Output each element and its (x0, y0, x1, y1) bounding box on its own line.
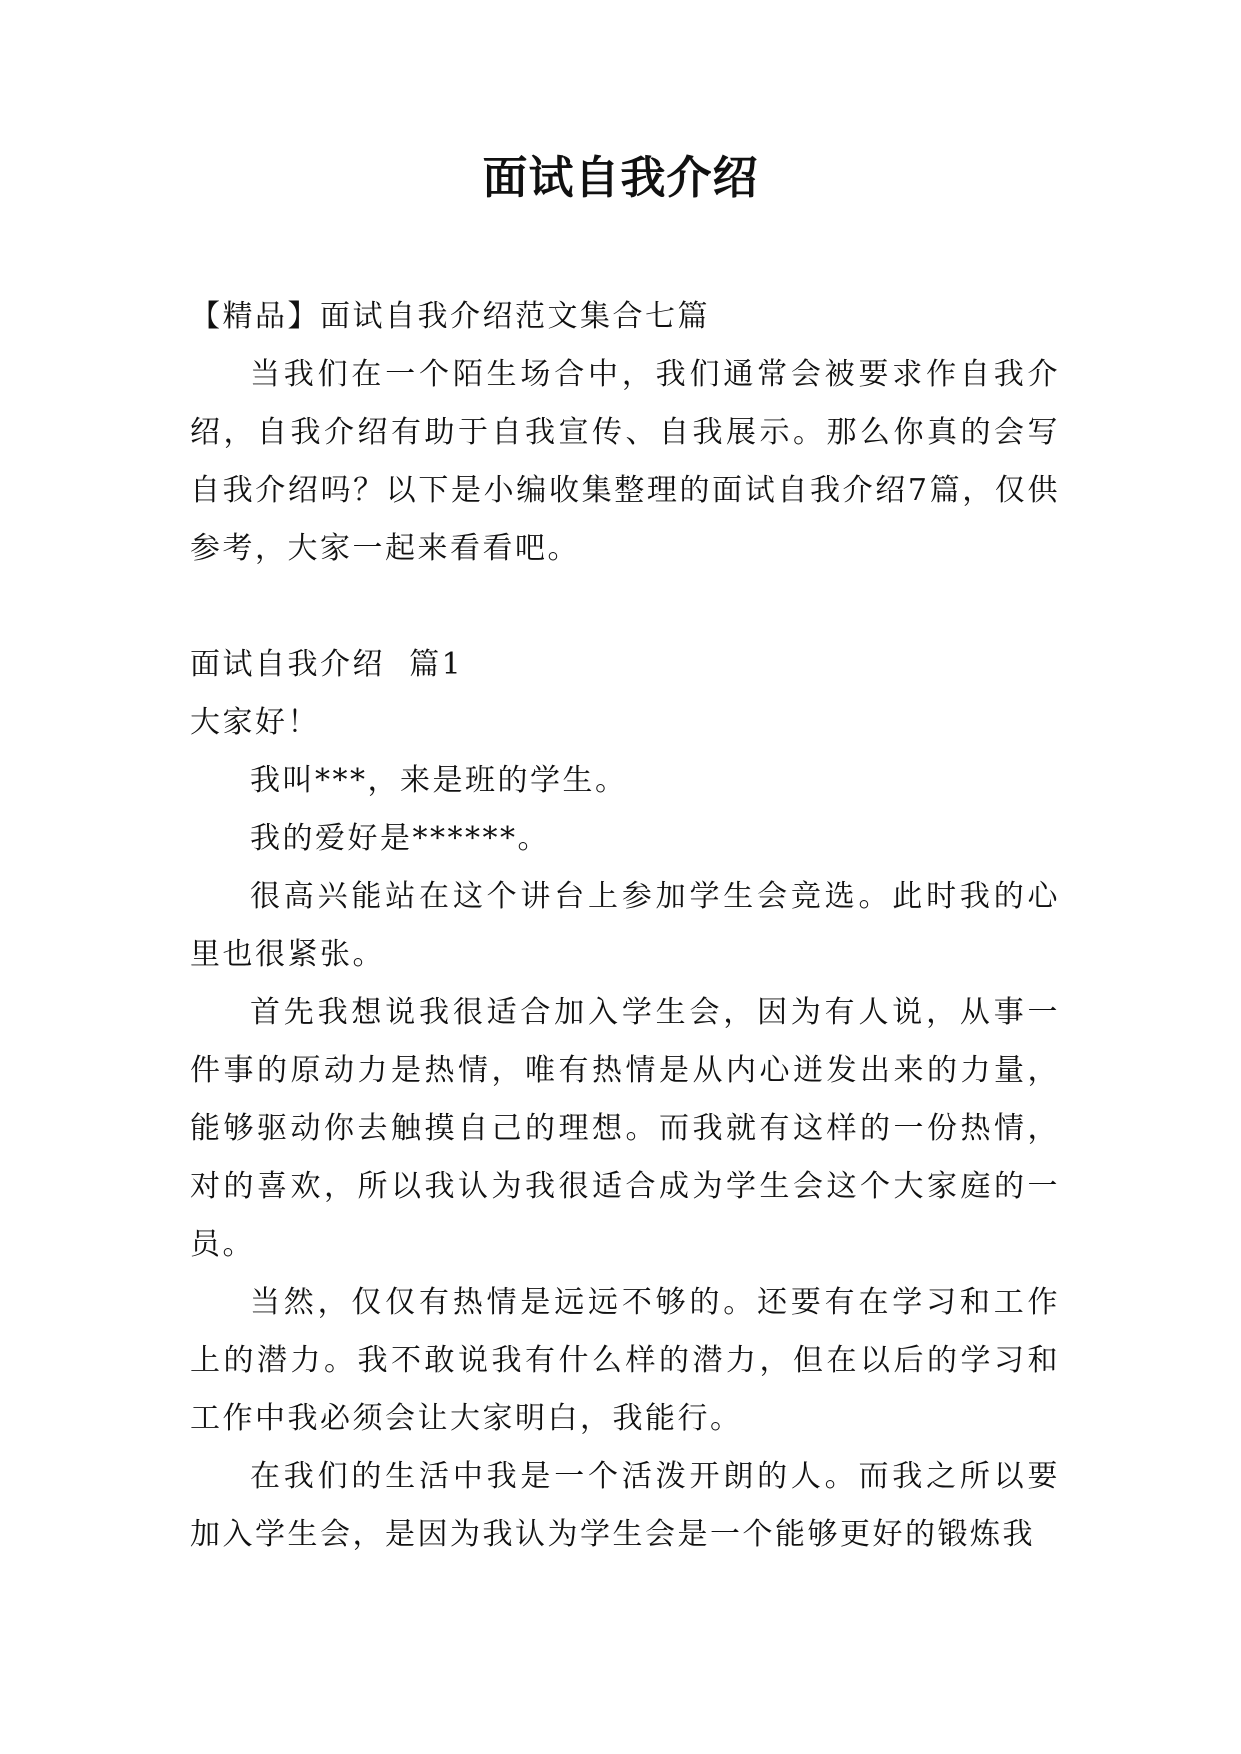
body-paragraph: 首先我想说我很适合加入学生会，因为有人说，从事一件事的原动力是热情，唯有热情是从内心迸发出来的力量，能够驱动你去触摸自己的理想。而我就有这样的一份热情，对的喜欢，所以我认为我很适合成为学生会这个大家庭的一员。 (190, 995, 1060, 1262)
document-subtitle: 【精品】面试自我介绍范文集合七篇 (190, 299, 710, 334)
body-paragraph: 当然，仅仅有热情是远远不够的。还要有在学习和工作上的潜力。我不敢说我有什么样的潜力，但在以后的学习和工作中我必须会让大家明白，我能行。 (190, 1285, 1060, 1436)
document-body (190, 288, 1060, 1564)
greeting-line: 大家好！ (190, 705, 320, 740)
body-paragraph: 我的爱好是******。 (250, 821, 550, 856)
section-heading: 面试自我介绍 篇1 (190, 647, 464, 682)
body-paragraph: 在我们的生活中我是一个活泼开朗的人。而我之所以要加入学生会，是因为我认为学生会是一个能够更好的锻炼我 (190, 1459, 1060, 1552)
intro-paragraph: 当我们在一个陌生场合中，我们通常会被要求作自我介绍，自我介绍有助于自我宣传、自我展示。那么你真的会写自我介绍吗？以下是小编收集整理的面试自我介绍7篇，仅供参考，大家一起来看看吧。 (190, 357, 1060, 566)
section-spacer (190, 578, 1060, 636)
body-paragraph: 很高兴能站在这个讲台上参加学生会竞选。此时我的心里也很紧张。 (190, 879, 1060, 972)
document-title: 面试自我介绍 (482, 151, 759, 204)
body-paragraph: 我叫***，来是班的学生。 (250, 763, 628, 798)
